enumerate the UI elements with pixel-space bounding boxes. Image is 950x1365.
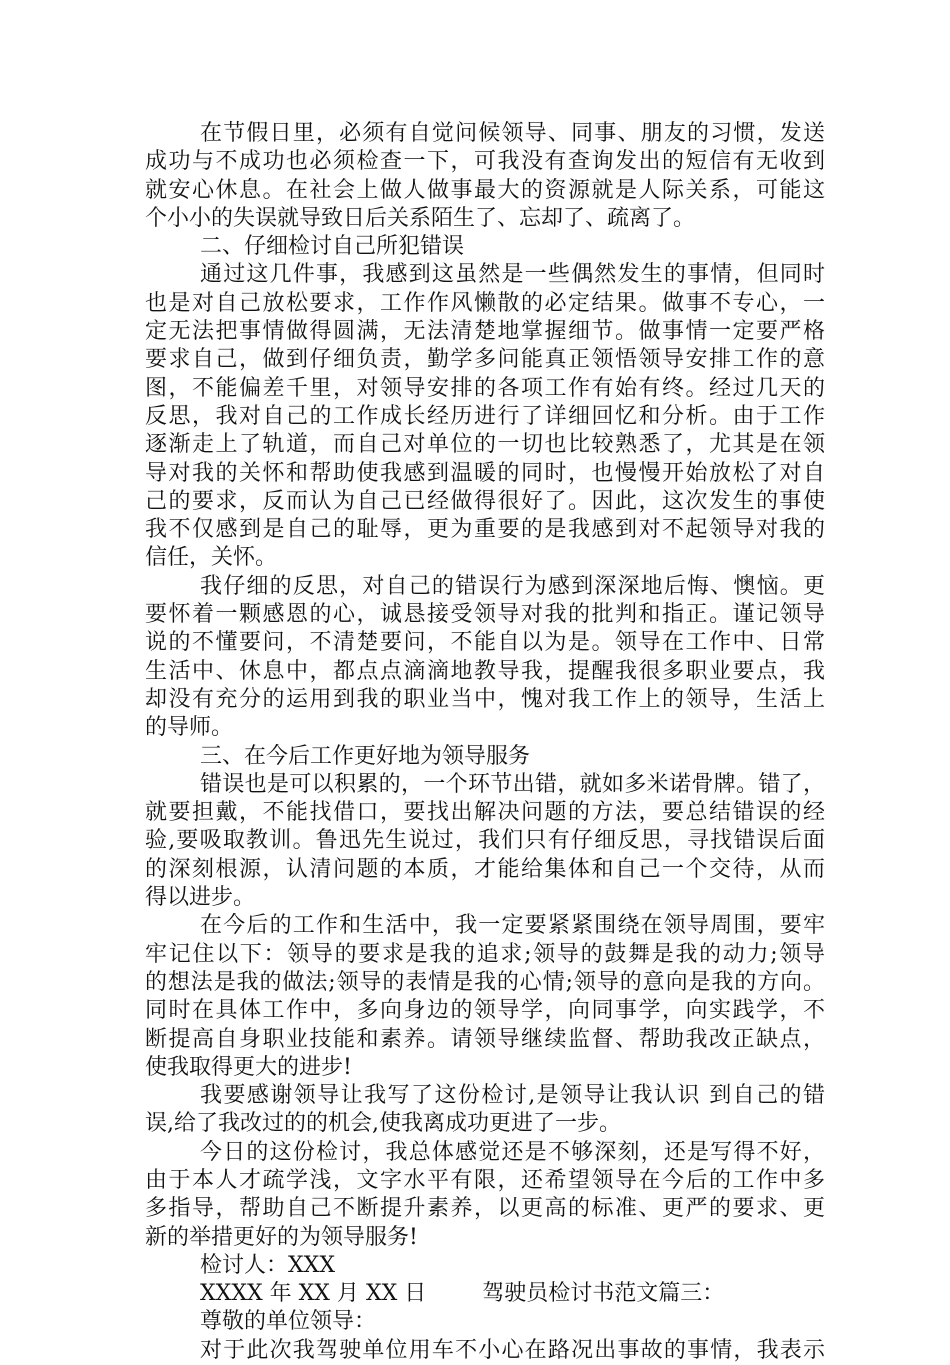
text-line: 尊敬的单位领导： bbox=[200, 1309, 377, 1335]
text-line: 同时在具体工作中，多向身边的领导学，向同事学，向实践学，不 bbox=[145, 998, 825, 1024]
text-line: 误,给了我改过的的机会,使我离成功更进了一步。 bbox=[145, 1111, 621, 1137]
text-line: 多指导，帮助自己不断提升素养，以更高的标准、更严的要求、更 bbox=[145, 1196, 825, 1222]
text-line: 在今后的工作和生活中，我一定要紧紧围绕在领导周围，要牢 bbox=[200, 913, 825, 939]
text-line: 的深刻根源，认清问题的本质，才能给集体和自己一个交待，从而 bbox=[145, 856, 825, 882]
text-line: 己的要求，反而认为自己已经做得很好了。因此，这次发生的事使 bbox=[145, 488, 825, 514]
text-line: 断提高自身职业技能和素养。请领导继续监督、帮助我改正缺点， bbox=[145, 1026, 825, 1052]
text-line: 得以进步。 bbox=[145, 885, 256, 911]
text-line: 牢记住以下：领导的要求是我的追求;领导的鼓舞是我的动力;领导 bbox=[145, 941, 825, 967]
text-line: 今日的这份检讨，我总体感觉还是不够深刻，还是写得不好， bbox=[200, 1139, 825, 1165]
text-line: 验,要吸取教训。鲁迅先生说过，我们只有仔细反思，寻找错误后面 bbox=[145, 828, 825, 854]
text-line: 二、仔细检讨自己所犯错误 bbox=[200, 234, 465, 260]
text-line: 个小小的失误就导致日后关系陌生了、忘却了、疏离了。 bbox=[145, 205, 696, 231]
text-line: 错误也是可以积累的，一个环节出错，就如多米诺骨牌。错了， bbox=[200, 771, 825, 797]
text-line: 也是对自己放松要求，工作作风懒散的必定结果。做事不专心，一 bbox=[145, 290, 825, 316]
text-line: 新的举措更好的为领导服务! bbox=[145, 1224, 418, 1250]
text-line: 对于此次我驾驶单位用车不小心在路况出事故的事情，我表示 bbox=[200, 1337, 825, 1363]
text-line: 三、在今后工作更好地为领导服务 bbox=[200, 743, 531, 769]
text-line: 我要感谢领导让我写了这份检讨,是领导让我认识 到自己的错 bbox=[200, 1083, 825, 1109]
text-line: 逐渐走上了轨道，而自己对单位的一切也比较熟悉了，尤其是在领 bbox=[145, 432, 825, 458]
text-line: 检讨人：XXX bbox=[200, 1252, 335, 1278]
text-line: 定无法把事情做得圆满，无法清楚地掌握细节。做事情一定要严格 bbox=[145, 319, 825, 345]
text-line: 图，不能偏差千里，对领导安排的各项工作有始有终。经过几天的 bbox=[145, 375, 825, 401]
text-line: 成功与不成功也必须检查一下，可我没有查询发出的短信有无收到 bbox=[145, 149, 825, 175]
text-line: 却没有充分的运用到我的职业当中，愧对我工作上的领导，生活上 bbox=[145, 686, 825, 712]
text-line: 说的不懂要问，不清楚要问，不能自以为是。领导在工作中、日常 bbox=[145, 630, 825, 656]
text-line: 在节假日里，必须有自觉问候领导、同事、朋友的习惯，发送 bbox=[200, 121, 825, 146]
text-line: 生活中、休息中，都点点滴滴地教导我，提醒我很多职业要点，我 bbox=[145, 658, 825, 684]
text-line: 要怀着一颗感恩的心，诚恳接受领导对我的批判和指正。谨记领导 bbox=[145, 602, 825, 628]
text-line: 的想法是我的做法;领导的表情是我的心情;领导的意向是我的方向。 bbox=[145, 969, 825, 995]
text-line: 信任，关怀。 bbox=[145, 545, 278, 571]
text-line: 就要担戴，不能找借口，要找出解决问题的方法，要总结错误的经 bbox=[145, 800, 825, 826]
text-line: 就安心休息。在社会上做人做事最大的资源就是人际关系，可能这 bbox=[145, 177, 825, 203]
document-body bbox=[145, 120, 825, 1365]
text-line: 我不仅感到是自己的耻辱，更为重要的是我感到对不起领导对我的 bbox=[145, 517, 825, 543]
text-line: 的导师。 bbox=[145, 715, 234, 741]
text-line: 导对我的关怀和帮助使我感到温暖的同时，也慢慢开始放松了对自 bbox=[145, 460, 825, 486]
text-line: 反思，我对自己的工作成长经历进行了详细回忆和分析。由于工作 bbox=[145, 403, 825, 429]
text-line: 我仔细的反思，对自己的错误行为感到深深地后悔、懊恼。更 bbox=[200, 573, 825, 599]
text-line: XXXX 年 XX 月 XX 日 驾驶员检讨书范文篇三： bbox=[200, 1281, 725, 1307]
text-line: 由于本人才疏学浅，文字水平有限，还希望领导在今后的工作中多 bbox=[145, 1167, 825, 1193]
text-line: 使我取得更大的进步! bbox=[145, 1054, 352, 1080]
text-line: 通过这几件事，我感到这虽然是一些偶然发生的事情，但同时 bbox=[200, 262, 825, 288]
text-line: 要求自己，做到仔细负责，勤学多问能真正领悟领导安排工作的意 bbox=[145, 347, 825, 373]
